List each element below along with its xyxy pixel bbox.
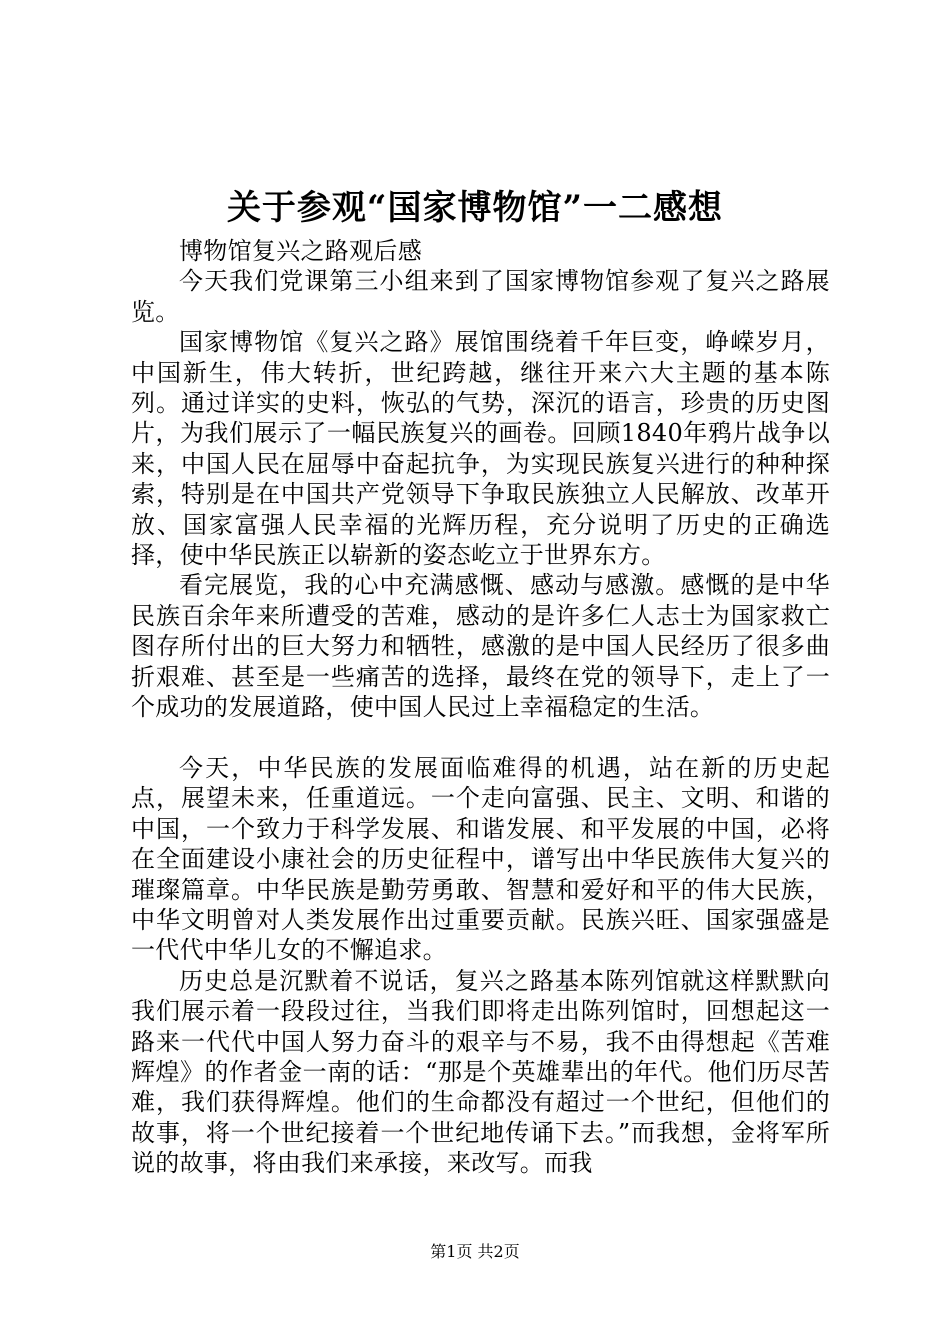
body-paragraph: 国家博物馆《复兴之路》展馆围绕着千年巨变，峥嵘岁月，中国新生，伟大转折，世纪跨越，继往开来六大主题的基本陈列。通过详实的史料，恢弘的气势，深沉的语言，珍贵的历史图片，为我们展示了一幅民族复兴的画卷。回顾1840年鸦片战争以来，中国人民在屈辱中奋起抗争，为实现民族复兴进行的种种探索，特别是在中国共产党领导下争取民族独立人民解放、改革开放、国家富强人民幸福的光辉历程，充分说明了历史的正确选择，使中华民族正以崭新的姿态屹立于世界东方。 (131, 328, 830, 570)
body-paragraph: 今天，中华民族的发展面临难得的机遇，站在新的历史起点，展望未来，任重道远。一个走向富强、民主、文明、和谐的中国，一个致力于科学发展、和谐发展、和平发展的中国，必将在全面建设小康社会的历史征程中，谱写出中华民族伟大复兴的璀璨篇章。中华民族是勤劳勇敢、智慧和爱好和平的伟大民族，中华文明曾对人类发展作出过重要贡献。民族兴旺、国家强盛是一代代中华儿女的不懈追求。 (131, 753, 830, 965)
body-paragraph: 今天我们党课第三小组来到了国家博物馆参观了复兴之路展览。 (131, 267, 830, 326)
paragraph-gap (131, 723, 830, 753)
document-title: 关于参观“国家博物馆”一二感想 (226, 188, 724, 228)
body-paragraph: 看完展览，我的心中充满感慨、感动与感激。感慨的是中华民族百余年来所遭受的苦难，感动的是许多仁人志士为国家救亡图存所付出的巨大努力和牺牲，感激的是中国人民经历了很多曲折艰难、甚至是一些痛苦的选择，最终在党的领导下，走上了一个成功的发展道路，使中国人民过上幸福稳定的生活。 (131, 571, 830, 722)
body-paragraph: 历史总是沉默着不说话，复兴之路基本陈列馆就这样默默向我们展示着一段段过往，当我们即将走出陈列馆时，回想起这一路来一代代中国人努力奋斗的艰辛与不易，我不由得想起《苦难辉煌》的作者金一南的话：“那是个英雄辈出的年代。他们历尽苦难，我们获得辉煌。他们的生命都没有超过一个世纪，但他们的故事，将一个世纪接着一个世纪地传诵下去。”而我想，金将军所说的故事，将由我们来承接，来改写。而我 (131, 966, 830, 1178)
subtitle-paragraph: 博物馆复兴之路观后感 (179, 237, 422, 265)
document-body (131, 236, 830, 1179)
page-footer: 第1页 共2页 (430, 1242, 520, 1261)
